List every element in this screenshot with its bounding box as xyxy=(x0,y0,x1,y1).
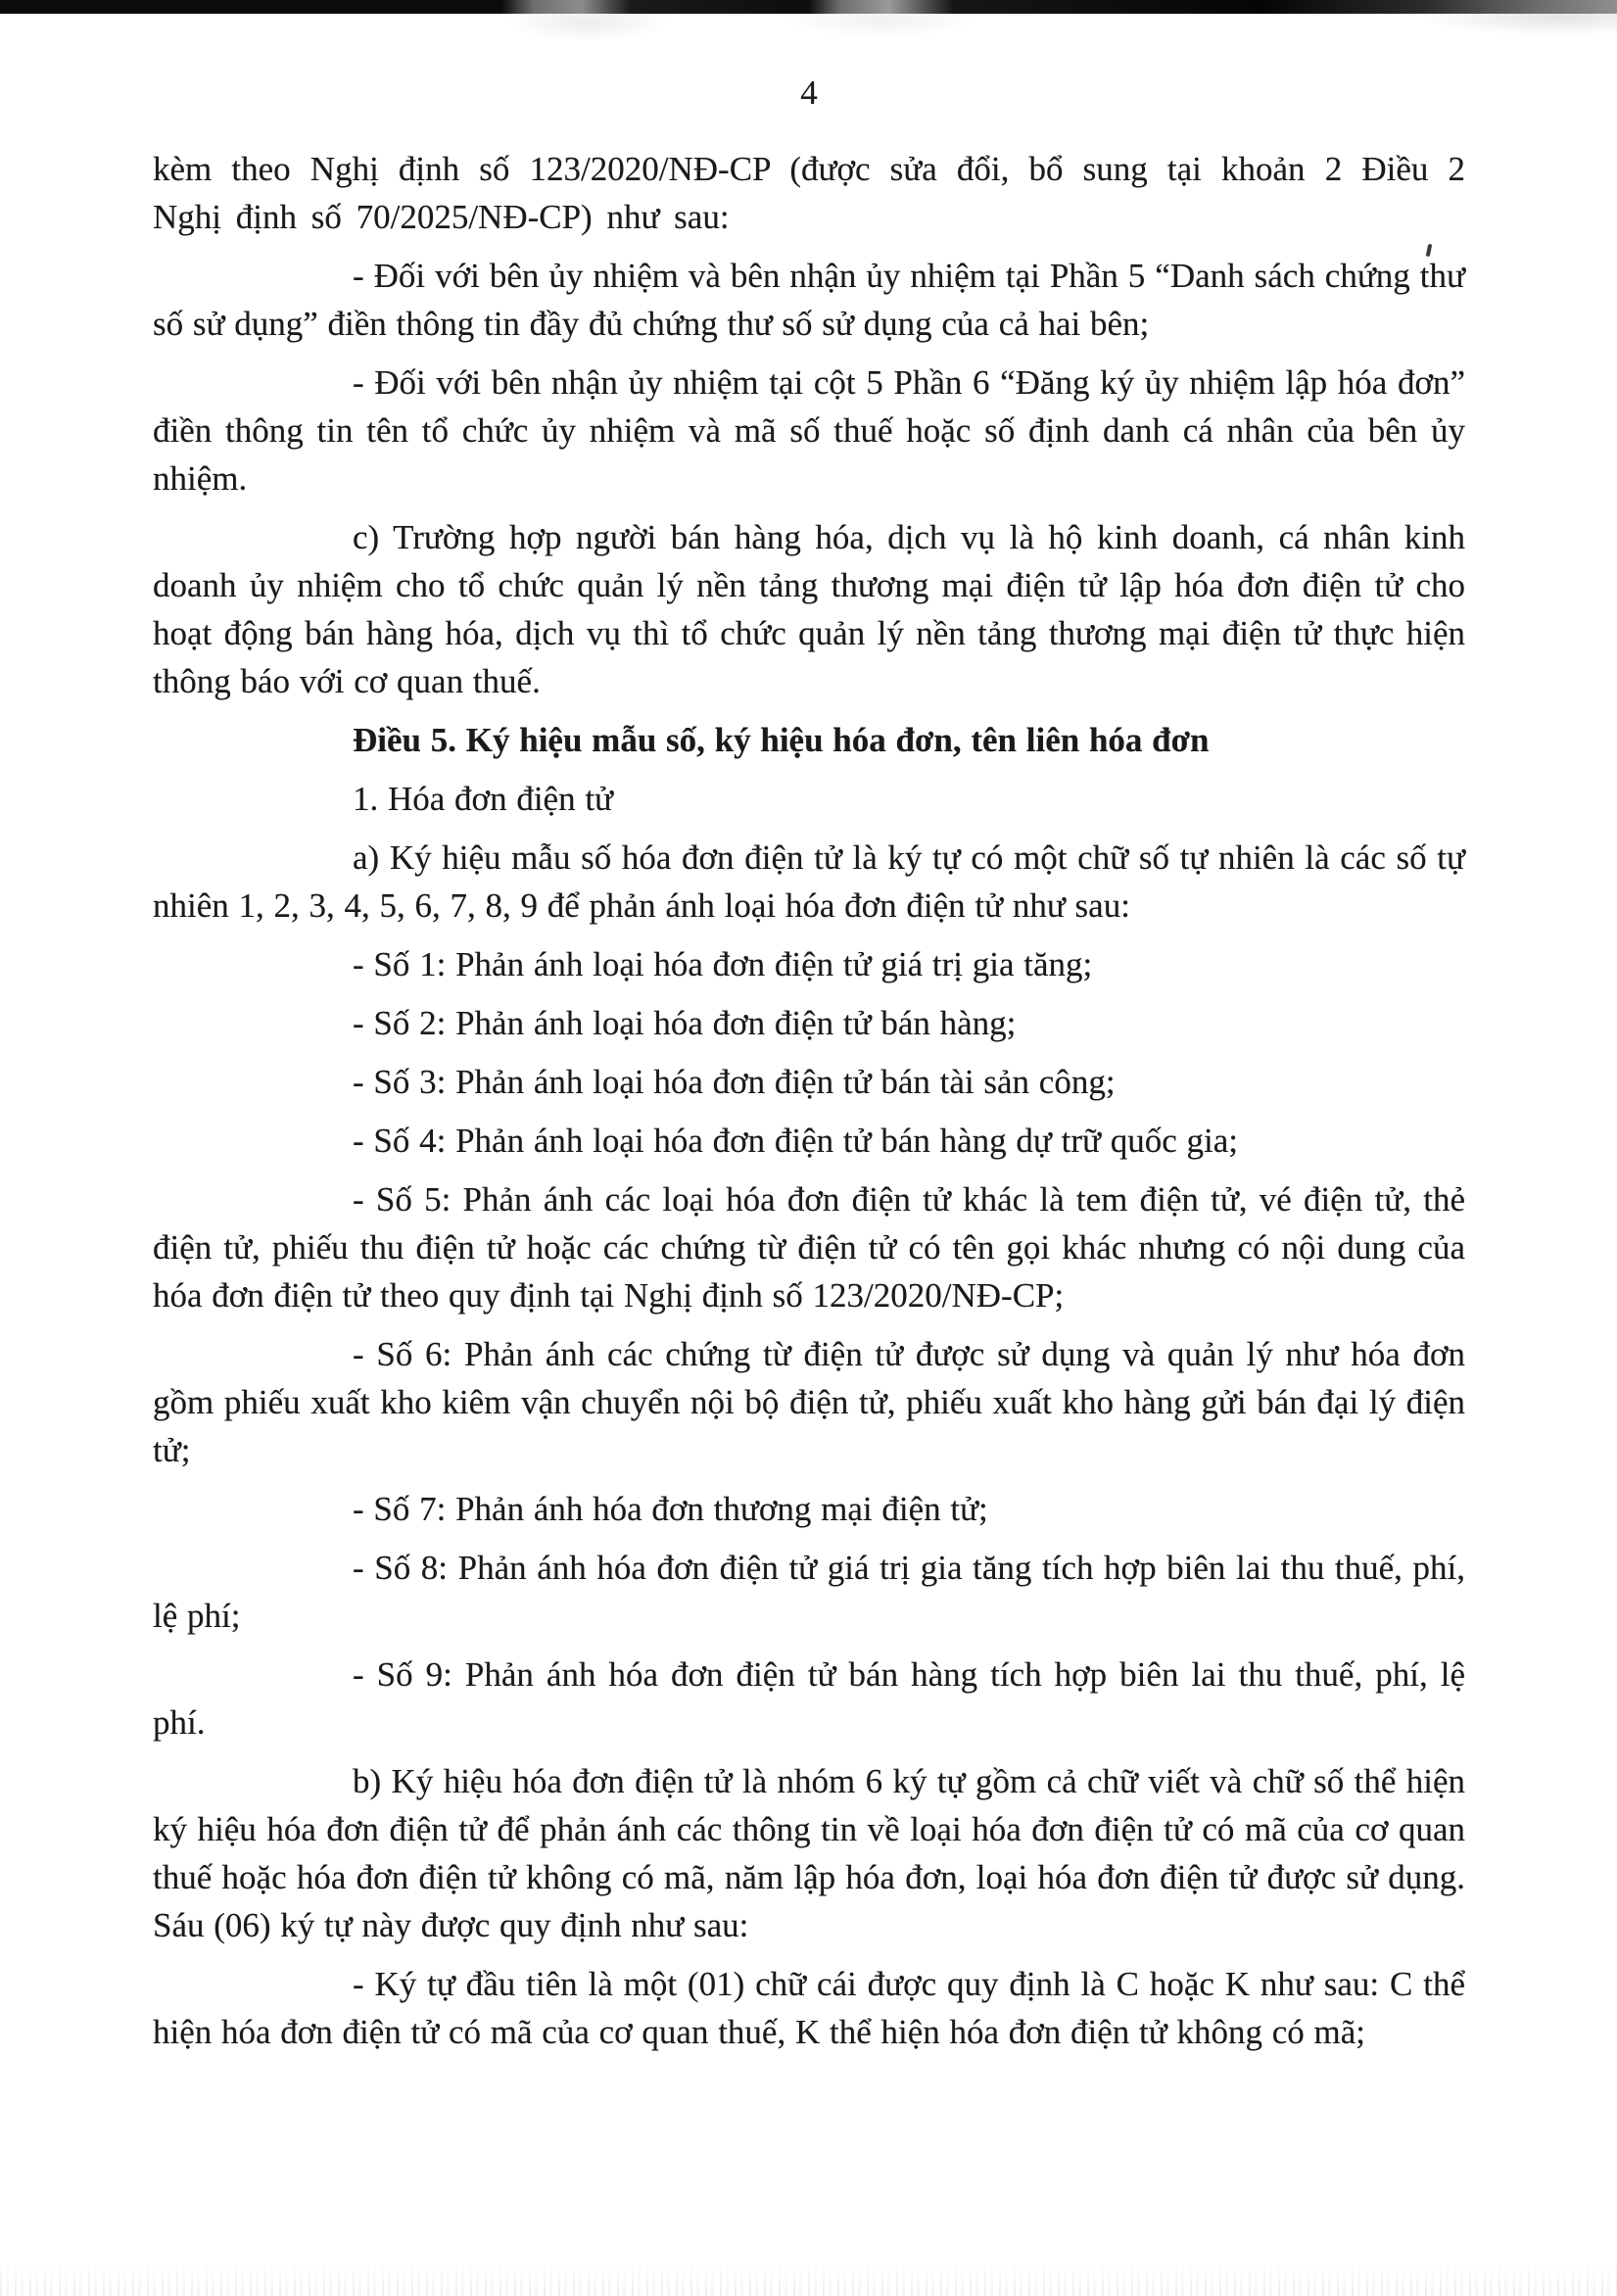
paragraph: - Đối với bên ủy nhiệm và bên nhận ủy nhiệm tại Phần 5 “Danh sách chứng thư số sử dụng” điền thông tin đầy đủ chứng thư số sử dụng của cả hai bên; xyxy=(153,257,1465,343)
document-body xyxy=(153,145,1465,2067)
page-number: 4 xyxy=(800,73,818,112)
scan-artifact-top-bar xyxy=(0,0,1617,14)
paragraph: - Số 4: Phản ánh loại hóa đơn điện tử bán hàng dự trữ quốc gia; xyxy=(353,1122,1239,1160)
paragraph: - Ký tự đầu tiên là một (01) chữ cái được quy định là C hoặc K như sau: C thể hiện hóa đơn điện tử có mã của cơ quan thuế, K thể hiện hóa đơn điện tử không có mã; xyxy=(153,1965,1465,2051)
paragraph: 1. Hóa đơn điện tử xyxy=(353,780,614,818)
paragraph: - Số 5: Phản ánh các loại hóa đơn điện tử khác là tem điện tử, vé điện tử, thẻ điện tử, phiếu thu điện tử hoặc các chứng từ điện tử có tên gọi khác nhưng có nội dung của hóa đơn điện tử theo quy định tại Nghị định số 123/2020/NĐ-CP; xyxy=(153,1180,1465,1315)
paragraph: - Số 9: Phản ánh hóa đơn điện tử bán hàng tích hợp biên lai thu thuế, phí, lệ phí. xyxy=(153,1655,1465,1742)
paragraph: kèm theo Nghị định số 123/2020/NĐ-CP (được sửa đổi, bổ sung tại khoản 2 Điều 2 Nghị định số 70/2025/NĐ-CP) như sau: xyxy=(153,150,1465,236)
scan-artifact-bottom-noise xyxy=(0,2263,1617,2296)
paragraph: c) Trường hợp người bán hàng hóa, dịch vụ là hộ kinh doanh, cá nhân kinh doanh ủy nhiệm cho tổ chức quản lý nền tảng thương mại điện tử lập hóa đơn điện tử cho hoạt động bán hàng hóa, dịch vụ thì tổ chức quản lý nền tảng thương mại điện tử thực hiện thông báo với cơ quan thuế. xyxy=(153,518,1465,700)
paragraph: - Số 3: Phản ánh loại hóa đơn điện tử bán tài sản công; xyxy=(353,1063,1116,1101)
paragraph: - Số 1: Phản ánh loại hóa đơn điện tử giá trị gia tăng; xyxy=(353,945,1093,983)
paragraph: b) Ký hiệu hóa đơn điện tử là nhóm 6 ký tự gồm cả chữ viết và chữ số thể hiện ký hiệu hóa đơn điện tử để phản ánh các thông tin về loại hóa đơn điện tử có mã của cơ quan thuế hoặc hóa đơn điện tử không có mã, năm lập hóa đơn, loại hóa đơn điện tử được sử dụng. Sáu (06) ký tự này được quy định như sau: xyxy=(153,1762,1465,1944)
paragraph: - Số 7: Phản ánh hóa đơn thương mại điện tử; xyxy=(353,1490,988,1528)
article-heading: Điều 5. Ký hiệu mẫu số, ký hiệu hóa đơn, tên liên hóa đơn xyxy=(353,721,1210,759)
paragraph: - Số 6: Phản ánh các chứng từ điện tử được sử dụng và quản lý như hóa đơn gồm phiếu xuất kho kiêm vận chuyển nội bộ điện tử, phiếu xuất kho hàng gửi bán đại lý điện tử; xyxy=(153,1335,1465,1469)
paragraph: - Số 8: Phản ánh hóa đơn điện tử giá trị gia tăng tích hợp biên lai thu thuế, phí, lệ phí; xyxy=(153,1549,1465,1635)
paragraph: a) Ký hiệu mẫu số hóa đơn điện tử là ký tự có một chữ số tự nhiên là các số tự nhiên 1, 2, 3, 4, 5, 6, 7, 8, 9 để phản ánh loại hóa đơn điện tử như sau: xyxy=(153,838,1465,925)
paragraph: - Đối với bên nhận ủy nhiệm tại cột 5 Phần 6 “Đăng ký ủy nhiệm lập hóa đơn” điền thông tin tên tổ chức ủy nhiệm và mã số thuế hoặc số định danh cá nhân của bên ủy nhiệm. xyxy=(153,363,1465,498)
paragraph: - Số 2: Phản ánh loại hóa đơn điện tử bán hàng; xyxy=(353,1004,1017,1042)
